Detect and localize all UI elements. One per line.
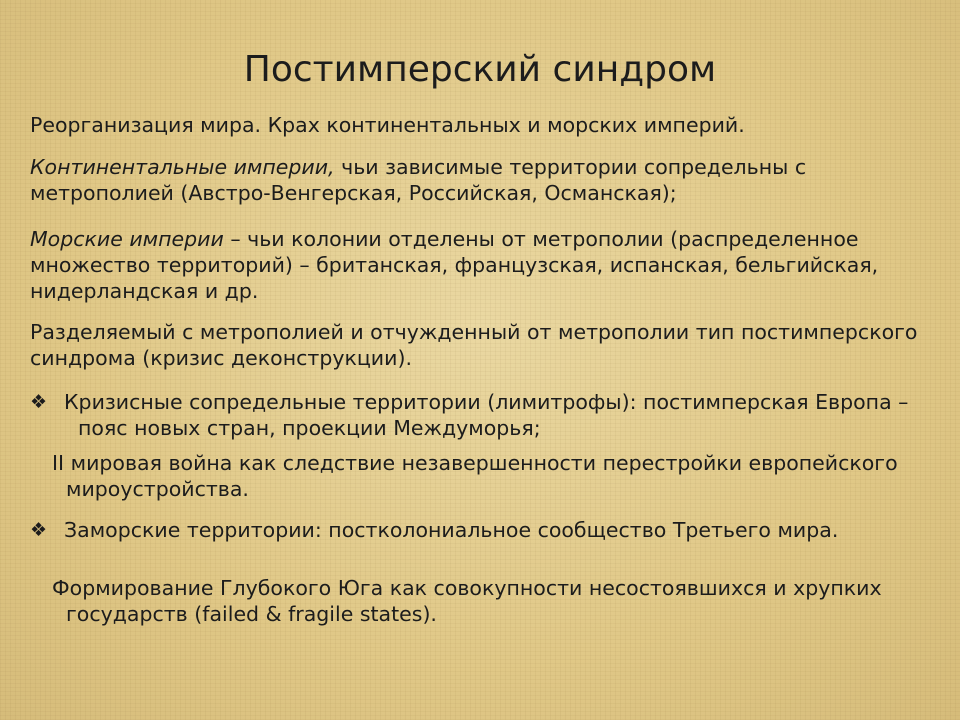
- bullet-item-overseas-territories: [30, 517, 950, 543]
- maritime-empires-term: Морские империи: [30, 227, 224, 251]
- bullet-item-adjacent-territories: [30, 389, 950, 441]
- diamond-bullet-icon: ❖: [30, 391, 48, 413]
- sub-paragraph-world-war: II мировая война как следствие незавершенности перестройки европейского мироустройства.: [52, 451, 898, 501]
- paragraph-continental-empires: [30, 154, 950, 206]
- continental-empires-description: чьи зависимые территории сопредельны с метрополией (Австро-Венгерская, Российская, Османская);: [30, 155, 807, 205]
- paragraph-reorganization: Реорганизация мира. Крах континентальных и морских империй.: [30, 113, 745, 137]
- continental-empires-term: Континентальные империи,: [30, 155, 335, 179]
- diamond-bullet-icon: ❖: [30, 519, 48, 541]
- maritime-empires-description: – чьи колонии отделены от метрополии (распределенное множество территорий) – британская, французская, испанская, бельгийская, нидерландская и др.: [30, 227, 879, 303]
- paragraph-syndrome-type: Разделяемый с метрополией и отчужденный от метрополии тип постимперского синдрома (кризис деконструкции).: [30, 320, 918, 370]
- slide-title: Постимперский синдром: [243, 49, 717, 90]
- sub-paragraph-deep-south: Формирование Глубокого Юга как совокупности несостоявшихся и хрупких государств (failed & fragile states).: [52, 576, 882, 626]
- bullet-text: Заморские территории: постколониальное сообщество Третьего мира.: [64, 518, 839, 542]
- bullet-text: Кризисные сопредельные территории (лимитрофы): постимперская Европа – пояс новых стран, проекции Междуморья;: [64, 390, 909, 440]
- paragraph-maritime-empires: [30, 226, 950, 304]
